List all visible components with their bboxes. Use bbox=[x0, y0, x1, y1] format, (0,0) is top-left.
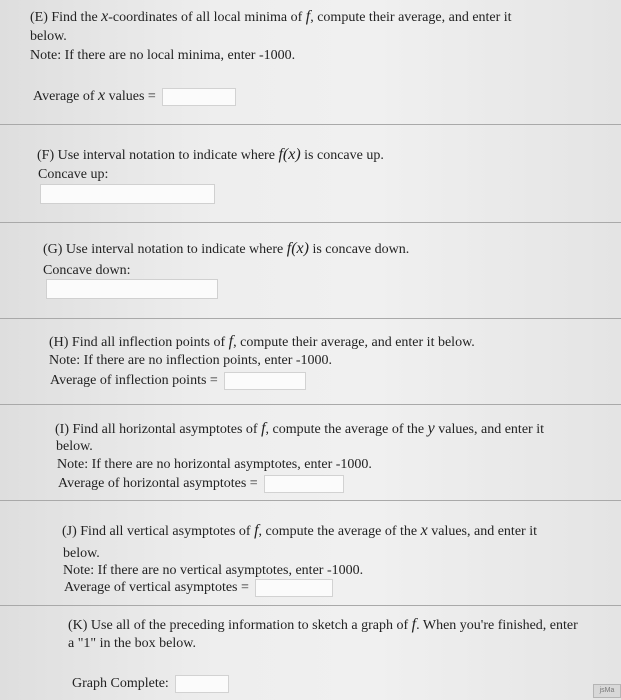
fx-expression: f(x) bbox=[286, 240, 309, 257]
question-h: (H) Find all inflection points of f, compute their average, and enter it below. bbox=[49, 333, 475, 350]
question-i-line2: below. bbox=[56, 439, 93, 454]
question-k-line1: (K) Use all of the preceding information to sketch a graph of f. When you're finished, enter bbox=[68, 616, 578, 633]
var-x: x bbox=[101, 8, 109, 25]
section-j bbox=[0, 500, 621, 610]
answer-row-k: Graph Complete: bbox=[72, 675, 229, 693]
note-j: Note: If there are no vertical asymptotes, enter -1000. bbox=[63, 563, 364, 578]
jsmath-badge[interactable]: jsMa bbox=[593, 684, 621, 698]
var-f: f bbox=[261, 420, 266, 437]
note-e: Note: If there are no local minima, enter -1000. bbox=[30, 48, 296, 63]
section-f bbox=[0, 124, 621, 224]
question-g: (G) Use interval notation to indicate where f(x) is concave down. bbox=[43, 240, 410, 257]
section-g bbox=[0, 222, 621, 322]
answer-label-f: Concave up: bbox=[38, 167, 109, 182]
graph-complete-input[interactable] bbox=[175, 675, 229, 693]
question-j-line1: (J) Find all vertical asymptotes of f, compute the average of the x values, and enter it bbox=[62, 522, 537, 539]
question-e-line1: (E) Find the x-coordinates of all local minima of f, compute their average, and enter it bbox=[30, 8, 512, 25]
section-k bbox=[0, 605, 621, 700]
answer-row-e: Average of x values = bbox=[33, 87, 236, 106]
var-y: y bbox=[427, 420, 435, 437]
answer-row-h: Average of inflection points = bbox=[50, 372, 306, 390]
question-j-line2: below. bbox=[63, 546, 100, 561]
note-h: Note: If there are no inflection points, enter -1000. bbox=[49, 353, 333, 368]
answer-row-i: Average of horizontal asymptotes = bbox=[58, 475, 344, 493]
question-k-line2: a "1" in the box below. bbox=[68, 636, 196, 651]
section-h bbox=[0, 318, 621, 408]
inflection-average-input[interactable] bbox=[224, 372, 306, 390]
section-i bbox=[0, 404, 621, 504]
answer-label-g: Concave down: bbox=[43, 263, 131, 278]
var-f: f bbox=[305, 8, 311, 25]
question-i-line1: (I) Find all horizontal asymptotes of f, compute the average of the y values, and enter it bbox=[55, 420, 544, 437]
var-x: x bbox=[420, 522, 428, 539]
var-f: f bbox=[411, 616, 417, 633]
concave-down-input[interactable] bbox=[46, 279, 218, 299]
note-i: Note: If there are no horizontal asymptotes, enter -1000. bbox=[57, 457, 372, 472]
fx-expression: f(x) bbox=[278, 146, 301, 163]
question-f: (F) Use interval notation to indicate where f(x) is concave up. bbox=[37, 146, 384, 163]
vertical-asymptote-average-input[interactable] bbox=[255, 579, 333, 597]
horizontal-asymptote-average-input[interactable] bbox=[264, 475, 344, 493]
section-e bbox=[0, 0, 621, 130]
question-e-line2: below. bbox=[30, 29, 67, 44]
var-f: f bbox=[254, 522, 259, 539]
average-x-input[interactable] bbox=[162, 88, 236, 106]
var-f: f bbox=[228, 333, 234, 350]
concave-up-input[interactable] bbox=[40, 184, 215, 204]
answer-row-j: Average of vertical asymptotes = bbox=[64, 579, 333, 597]
